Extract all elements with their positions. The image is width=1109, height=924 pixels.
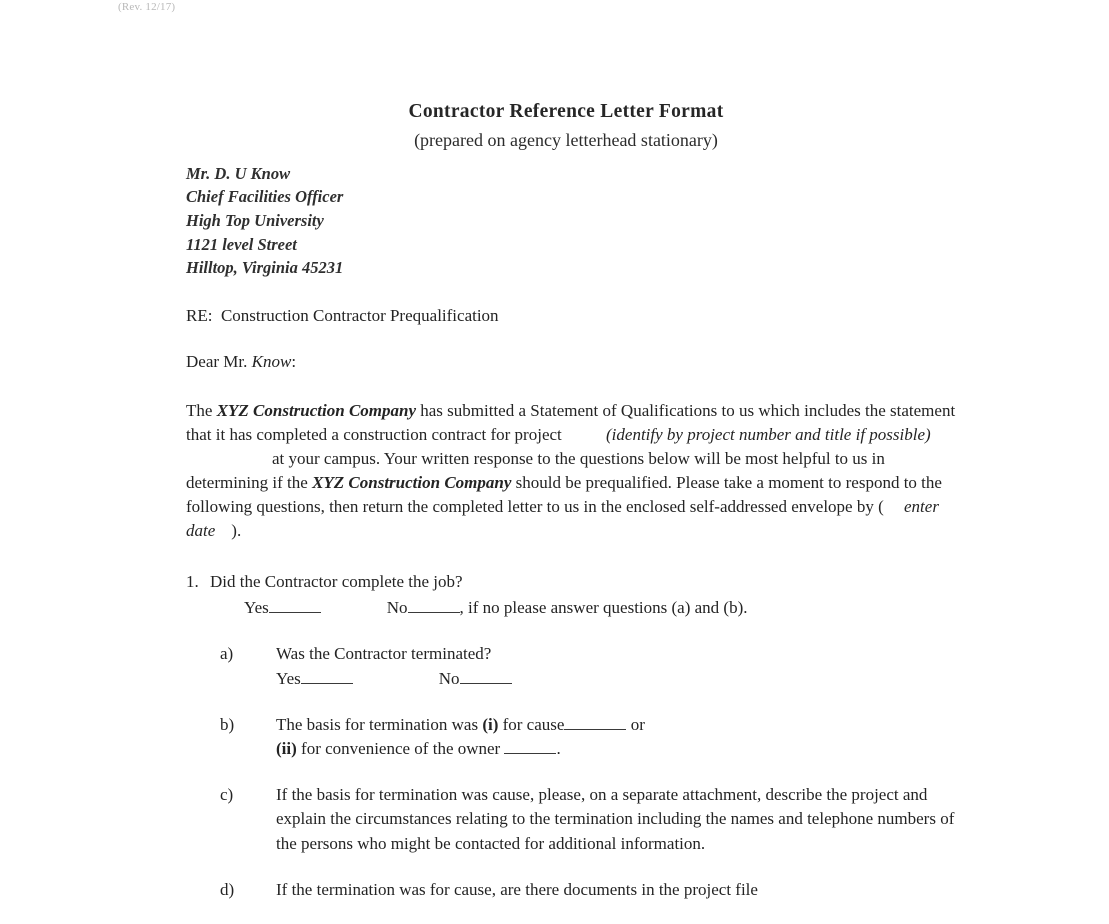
yes-blank-field[interactable] [301,683,353,684]
subject-label: RE: [186,305,213,325]
termination-basis-period: . [556,739,561,759]
body-text-6: ). [231,521,242,541]
revision-stamp: (Rev. 12/17) [118,1,176,13]
subquestion-marker: c) [220,785,234,805]
termination-basis-text-1: The basis for termination was [276,715,479,735]
no-label: No [386,597,408,617]
subject-text: Construction Contractor Prequalification [220,305,499,325]
no-blank-field[interactable] [408,612,460,613]
subquestion-row [220,642,966,666]
address-line: Chief Facilities Officer [186,187,344,207]
subquestion-a-answers [220,667,966,691]
yes-blank-field[interactable] [269,612,321,613]
page-subtitle: (prepared on agency letterhead stationary) [414,130,718,151]
question-item-1 [186,570,966,620]
address-line: High Top University [186,211,324,231]
subquestion-marker: a) [220,643,234,663]
body-text-1: The [186,400,213,420]
no-blank-field[interactable] [460,683,512,684]
termination-basis-or: or [630,715,645,735]
document-content [186,0,976,924]
salutation [186,352,976,372]
question-1-answers [186,596,966,620]
subquestion-marker: d) [220,879,235,899]
yes-label: Yes [244,597,269,617]
salutation-suffix: : [291,351,297,371]
enter-date-placeholder: enter date [186,497,939,541]
subquestion-text [276,713,966,761]
body-text-4: Your written response to the questions below will be most helpful to us in determining if the [186,449,885,493]
yes-label: Yes [276,668,301,688]
salutation-name: Know [251,351,292,371]
question-list [186,570,966,902]
question-marker: 1. [186,571,199,591]
termination-basis-text-2: for cause [502,715,565,735]
subject-line [186,306,976,326]
subquestion-row [220,783,966,855]
convenience-blank-field[interactable] [504,753,556,754]
cause-blank-field[interactable] [564,729,626,730]
body-text-5: should be prequalified. Please take a moment to respond to the following questions, then return the completed letter to us in the enclosed self-addressed envelope by ( [186,473,942,517]
subquestion-text: Was the Contractor terminated? [276,643,492,663]
project-parenthetical: (identify by project number and title if possible) [606,424,931,444]
company-name: XYZ Construction Company [216,400,417,420]
subquestion-item-d [220,878,966,902]
body-text-3: at your campus. [272,449,381,469]
address-line: Hilltop, Virginia 45231 [186,258,344,278]
address-line: Mr. D. U Know [186,163,291,183]
page-title: Contractor Reference Letter Format [408,101,724,122]
subquestion-row [220,878,966,902]
termination-basis-text-3: for convenience of the owner [301,739,501,759]
salutation-prefix: Dear Mr. [186,351,248,371]
body-text-2: has submitted a Statement of Qualifications to us which includes the statement that it has completed a construction contract for project [186,400,956,444]
subquestion-list [186,642,966,902]
question-1-trailing: , if no please answer questions (a) and (b). [459,597,748,617]
roman-numeral-ii: (ii) [276,739,297,759]
question-text: Did the Contractor complete the job? [210,571,463,591]
subquestion-text: If the termination was for cause, are there documents in the project file [276,879,758,899]
subquestion-text: If the basis for termination was cause, please, on a separate attachment, describe the project and explain the circumstances relating to the termination including the names and telephone numbers of the persons who might be contacted for additional information. [276,785,955,853]
address-line: 1121 level Street [186,234,297,254]
recipient-address-block [186,162,976,280]
subquestion-row [220,713,966,761]
title-block [186,100,946,152]
question-row [186,570,966,594]
body-paragraph [186,399,956,544]
company-name: XYZ Construction Company [312,473,512,493]
subquestion-item-a [220,642,966,691]
subquestion-marker: b) [220,715,235,735]
subquestion-item-b [220,713,966,761]
no-label: No [438,668,460,688]
roman-numeral-i: (i) [482,715,499,735]
subquestion-item-c [220,783,966,855]
